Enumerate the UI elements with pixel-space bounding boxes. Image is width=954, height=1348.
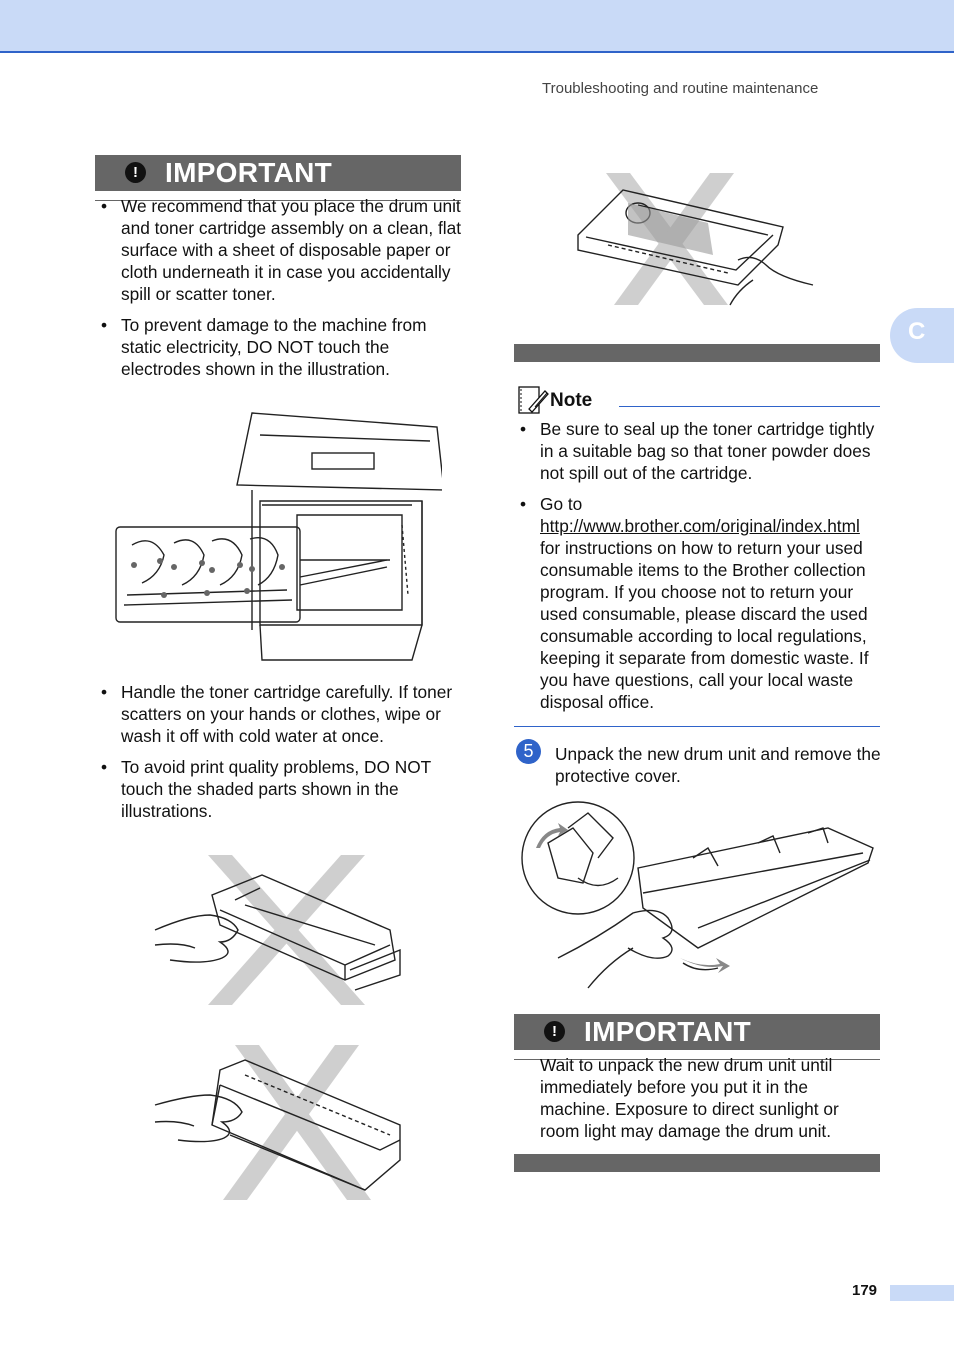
drum-unpack-illustration [518,798,880,998]
important-bullets-bottom [101,681,463,831]
note-bottom-rule [514,726,880,727]
exclamation-icon: ! [125,162,146,183]
note-bullets [520,418,882,722]
page-number-bar [890,1285,954,1301]
bullet-item: • Handle the toner cartridge carefully. If toner scatters on your hands or clothes, wipe or wash it off with cold water at once. [101,681,463,747]
drum-assembly-illustration [568,165,818,310]
important-2-end-bar [514,1154,880,1172]
brother-recycle-link[interactable]: http://www.brother.com/original/index.html [540,516,860,536]
important-title: IMPORTANT [165,157,333,188]
toner-cartridge-illustration [150,850,410,1010]
bullet-item: • To prevent damage to the machine from static electricity, DO NOT touch the electrodes shown in the illustration. [101,314,463,380]
printer-electrodes-illustration [112,405,442,665]
important-title-2: IMPORTANT [584,1016,752,1047]
pencil-note-icon [517,385,549,415]
note-goto-text: Go to [540,494,583,514]
bullet-item: • We recommend that you place the drum unit and toner cartridge assembly on a clean, flat surface with a sheet of disposable paper or cloth underneath it in case you accidentally spill or scatter toner. [101,195,463,305]
step-number-badge: 5 [516,739,541,764]
chapter-tab-label: C [908,318,926,345]
page-number: 179 [852,1282,878,1299]
important-header [95,155,461,191]
top-band [0,0,954,53]
step-5-text: Unpack the new drum unit and remove the protective cover. [555,744,881,786]
bullet-item: • To avoid print quality problems, DO NOT touch the shaded parts shown in the illustrations. [101,756,463,822]
note-bullet-2 [520,493,882,713]
important-end-bar [514,344,880,362]
important-bullets-top [101,195,463,389]
important-2-text: Wait to unpack the new drum unit until immediately before you put it in the machine. Exposure to direct sunlight or room light may damage the drum unit. [540,1055,839,1141]
chapter-tab [890,308,954,363]
running-header: Troubleshooting and routine maintenance [542,80,819,97]
note-label: Note [550,390,593,411]
note-bullet-1: • Be sure to seal up the toner cartridge tightly in a suitable bag so that toner powder does not spill out of the cartridge. [520,418,882,484]
note-return-text: for instructions on how to return your used consumable items to the Brother collection program. If you choose not to return your used consumable, please discard the used consumable according to local regulations, keeping it separate from domestic waste. If you have questions, call your local waste disposal office. [540,538,869,712]
exclamation-icon: ! [544,1021,565,1042]
important-header-2 [514,1014,880,1050]
drum-unit-illustration [150,1040,410,1210]
note-rule [619,406,880,407]
